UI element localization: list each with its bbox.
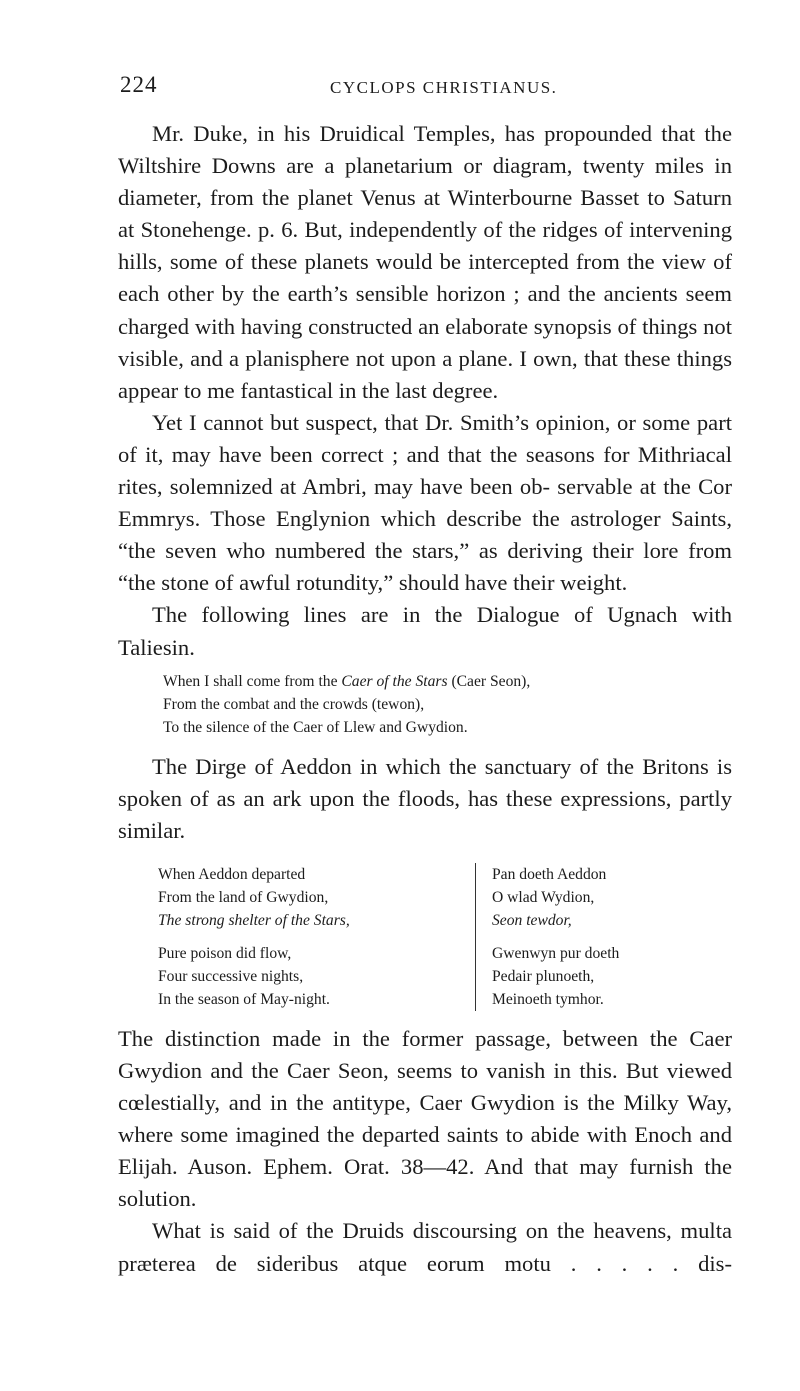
stanza-gap [492, 932, 732, 942]
dirge-english-line: The strong shelter of the Stars, [158, 911, 350, 929]
dirge-verses [118, 863, 732, 1011]
dirge-welsh-line: Pedair plunoeth, [492, 967, 595, 985]
page-header [120, 72, 732, 104]
verse-quotation [163, 670, 732, 739]
verse-line-2: From the combat and the crowds (tewon), [163, 695, 425, 713]
dirge-welsh-line: Gwenwyn pur doeth [492, 944, 620, 962]
paragraph-2: Yet I cannot but suspect, that Dr. Smith’s opinion, or some part of it, may have been correct ; and that the seasons for Mithriacal rites, solemnized at Ambri, may have been ob- servable at the Cor Emmrys. Those Englynion which describe the astrologer Saints, “the seven who numbered the stars,” as deriving their lore from “the stone of awful rotundity,” should have their weight. [118, 409, 732, 596]
dirge-welsh-line: Pan doeth Aeddon [492, 865, 607, 883]
dirge-english-line: Pure poison did flow, [158, 944, 292, 962]
verse-line-1: When I shall come from the Caer of the Stars (Caer Seon), [163, 672, 531, 690]
dirge-english-line: From the land of Gwydion, [158, 888, 329, 906]
dirge-welsh-line: Seon tewdor, [492, 911, 572, 929]
paragraph-4: The Dirge of Aeddon in which the sanctuary of the Britons is spoken of as an ark upon the floods, has these expressions, partly similar. [118, 753, 732, 843]
paragraph-5: The distinction made in the former passage, between the Caer Gwydion and the Caer Seon, seems to vanish in this. But viewed cœlestially, and in the antitype, Caer Gwydion is the Milky Way, where some imagined the departed saints to abide with Enoch and Elijah. Auson. Ephem. Orat. 38—42. And that may furnish the solution. [118, 1025, 732, 1212]
paragraph-1: Mr. Duke, in his Druidical Temples, has propounded that the Wiltshire Downs are a planetarium or diagram, twenty miles in diameter, from the planet Venus at Winterbourne Basset to Saturn at Stonehenge. p. 6. But, independently of the ridges of intervening hills, some of these planets would be intercepted from the view of each other by the earth’s sensible horizon ; and the ancients seem charged with having constructed an elaborate synopsis of things not visible, and a planisphere not upon a plane. I own, that these things appear to me fantastical in the last degree. [118, 121, 732, 403]
page-number: 224 [120, 72, 158, 97]
paragraph-6: What is said of the Druids discoursing on the heavens, multa præterea de sideribus atque eorum motu . . . . . dis- [118, 1218, 732, 1276]
body-text [118, 118, 732, 1280]
running-title: CYCLOPS CHRISTIANUS. [330, 78, 558, 97]
verse-line-3: To the silence of the Caer of Llew and Gwydion. [163, 718, 468, 736]
dirge-english-line: In the season of May-night. [158, 990, 330, 1008]
dirge-english-line: When Aeddon departed [158, 865, 306, 883]
stanza-gap [158, 932, 475, 942]
dirge-welsh-column [475, 863, 732, 1011]
dirge-english-line: Four successive nights, [158, 967, 304, 985]
dirge-english-column [118, 863, 475, 1011]
paragraph-3: The following lines are in the Dialogue of Ugnach with Taliesin. [118, 602, 732, 660]
dirge-welsh-line: Meinoeth tymhor. [492, 990, 604, 1008]
dirge-welsh-line: O wlad Wydion, [492, 888, 595, 906]
